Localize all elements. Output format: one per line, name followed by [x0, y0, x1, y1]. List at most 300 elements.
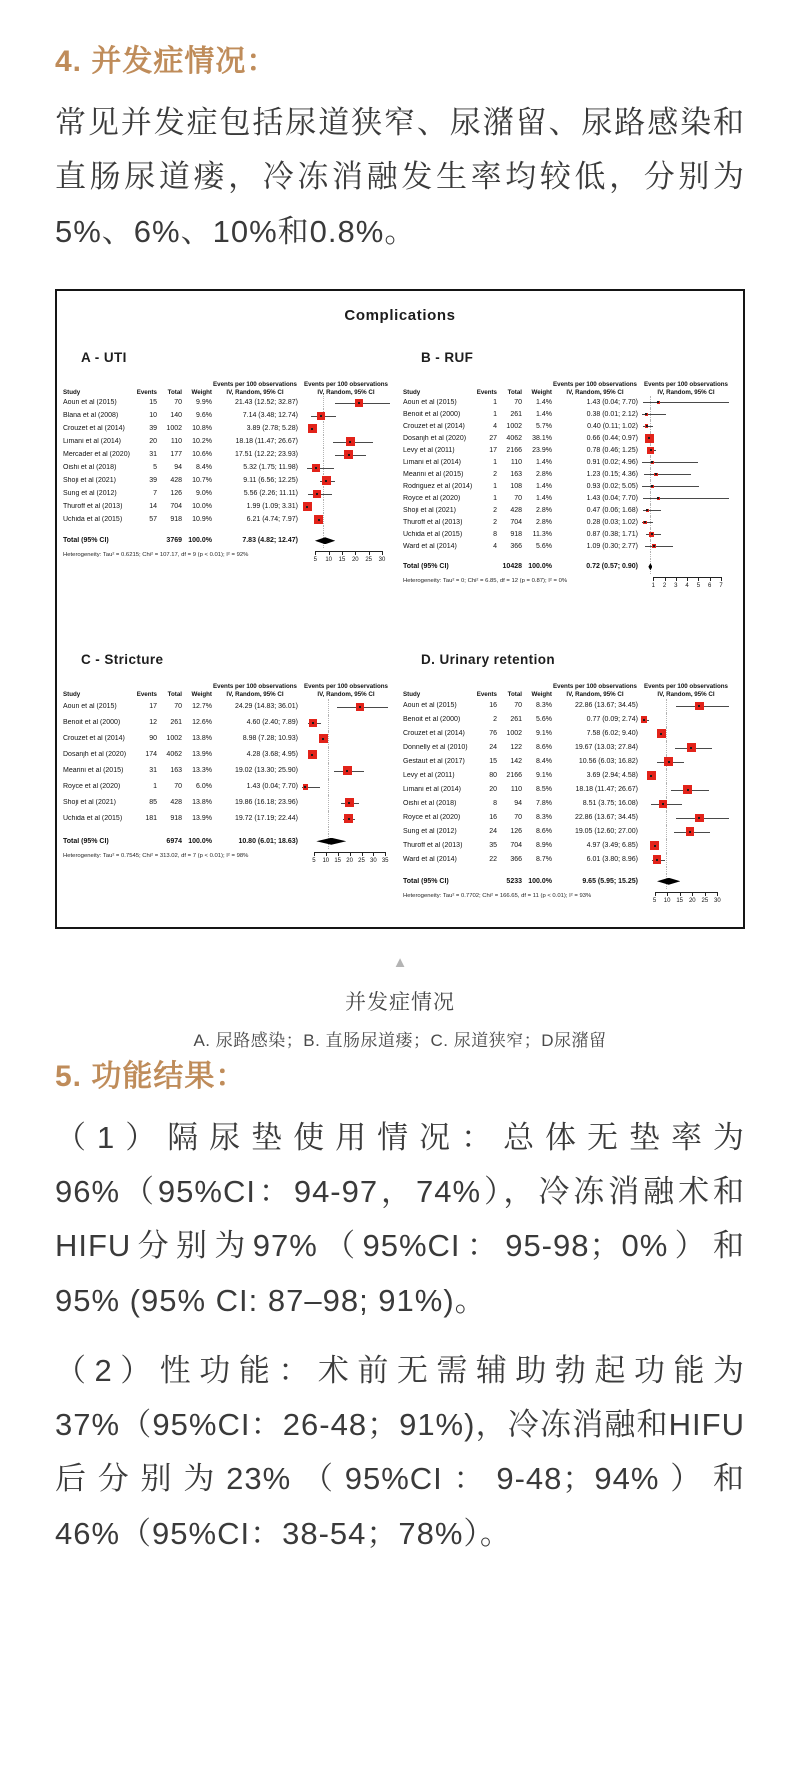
weight-value: 2.8% — [536, 506, 552, 514]
section4-paragraph: 常见并发症包括尿道狭窄、尿潴留、尿路感染和直肠尿道瘘，冷冻消融发生率均较低，分别为5%、6%、10%和0.8%。 — [55, 105, 745, 249]
study-label: Aoun et al (2015) — [63, 703, 117, 711]
forest-panel-B — [403, 350, 737, 595]
weight-value: 8.4% — [536, 758, 552, 766]
events-value: 76 — [489, 730, 497, 738]
ci-text: 18.18 (11.47; 26.67) — [235, 438, 298, 446]
study-label: Limani et al (2014) — [63, 438, 121, 446]
events-value: 2 — [493, 506, 497, 514]
study-label: Rodriguez et al (2014) — [403, 482, 473, 490]
events-value: 16 — [489, 702, 497, 710]
total-value: 4062 — [166, 751, 182, 759]
forest-row — [63, 474, 393, 487]
ci-text: 0.38 (0.01; 2.12) — [586, 410, 638, 418]
total-value: 1002 — [506, 422, 522, 430]
effect-estimate-marker — [346, 437, 355, 446]
weight-value: 1.4% — [536, 458, 552, 466]
effect-estimate-marker — [317, 412, 325, 420]
pooled-estimate-guide-line — [323, 526, 324, 533]
pooled-estimate-guide-line — [328, 795, 329, 811]
figure-caption-legend: A. 尿路感染；B. 直肠尿道瘘；C. 尿道狭窄；D尿潴留 — [193, 1030, 607, 1050]
events-value: 35 — [489, 842, 497, 850]
weight-value: 9.1% — [536, 730, 552, 738]
axis-tick-label: 25 — [701, 897, 709, 904]
forest-row — [403, 480, 737, 492]
events-value: 22 — [489, 856, 497, 864]
study-label: Thuroff et al (2013) — [403, 842, 463, 850]
forest-row — [63, 699, 393, 715]
pooled-estimate-guide-line — [666, 825, 667, 839]
study-label: Sung et al (2012) — [403, 828, 457, 836]
events-value: 20 — [489, 786, 497, 794]
study-label: Limani et al (2014) — [403, 786, 461, 794]
axis-tick-label: 25 — [365, 557, 373, 564]
effect-estimate-marker — [344, 450, 353, 459]
confidence-interval-line — [644, 474, 692, 475]
study-label: Aoun et al (2015) — [63, 399, 117, 407]
forest-row — [403, 396, 737, 408]
weight-value: 8.7% — [536, 856, 552, 864]
ci-text: 1.43 (0.04; 7.70) — [246, 783, 298, 791]
pooled-estimate-diamond — [316, 838, 346, 845]
total-ci-text: 7.83 (4.82; 12.47) — [242, 537, 298, 545]
study-label: Benoit et al (2000) — [63, 719, 121, 727]
ci-text: 22.86 (13.67; 34.45) — [574, 814, 638, 822]
effect-estimate-marker — [647, 771, 656, 780]
events-value: 12 — [149, 719, 157, 727]
observations-column-header: Events per 100 observations — [304, 380, 388, 388]
pooled-estimate-guide-line — [666, 769, 667, 783]
weight-value: 10.6% — [192, 451, 212, 459]
total-value: 142 — [510, 758, 522, 766]
weight-value: 13.8% — [192, 735, 212, 743]
forest-row — [63, 487, 393, 500]
ci-text: 19.72 (17.19; 22.44) — [234, 815, 298, 823]
forest-row — [403, 420, 737, 432]
total-n: 10428 — [502, 563, 522, 571]
study-label: Levy et al (2011) — [403, 446, 455, 454]
weight-value: 8.5% — [536, 786, 552, 794]
ci-text: 1.09 (0.30; 2.77) — [586, 542, 638, 550]
ci-text: 0.93 (0.02; 5.05) — [586, 482, 638, 490]
ci-text: 1.43 (0.04; 7.70) — [586, 494, 638, 502]
plot-axis — [642, 889, 730, 909]
effect-estimate-marker — [650, 841, 659, 850]
events-column-header: Events — [136, 691, 157, 698]
total-value: 261 — [510, 410, 522, 418]
total-value: 918 — [170, 815, 182, 823]
effect-estimate-marker — [319, 734, 328, 743]
ci-text: 24.29 (14.83; 36.01) — [234, 703, 298, 711]
effect-estimate-marker — [683, 785, 692, 794]
model-column-header: IV, Random, 95% CI — [657, 691, 715, 698]
effect-estimate-marker — [664, 757, 673, 766]
ci-text: 5.56 (2.26; 11.11) — [243, 490, 298, 498]
effect-estimate-marker — [645, 434, 654, 443]
model-column-header: IV, Random, 95% CI — [657, 388, 715, 396]
total-value: 163 — [170, 767, 182, 775]
total-value: 704 — [170, 503, 182, 511]
forest-row — [403, 492, 737, 504]
pooled-estimate-guide-line — [666, 839, 667, 853]
axis-tick-label: 20 — [346, 857, 353, 864]
effect-estimate-marker — [355, 399, 363, 407]
total-value: 2166 — [506, 772, 522, 780]
total-n: 3769 — [166, 537, 182, 545]
events-value: 5 — [153, 464, 157, 472]
events-column-header: Events — [476, 691, 497, 698]
weight-value: 23.9% — [532, 446, 552, 454]
total-label: Total (95% CI) — [403, 877, 449, 885]
events-value: 15 — [489, 758, 497, 766]
effect-estimate-marker — [344, 814, 353, 823]
pooled-estimate-guide-line — [328, 699, 329, 715]
ci-text: 19.05 (12.60; 27.00) — [574, 828, 638, 836]
ci-text: 17.51 (12.22; 23.93) — [234, 451, 298, 459]
total-value: 704 — [510, 518, 522, 526]
ci-text: 21.43 (12.52; 32.87) — [234, 399, 298, 407]
study-label: Crouzet et al (2014) — [403, 730, 465, 738]
weight-value: 1.4% — [536, 398, 552, 406]
total-value: 4062 — [506, 434, 522, 442]
total-label: Total (95% CI) — [63, 537, 109, 545]
effect-estimate-marker — [657, 729, 666, 738]
forest-row — [63, 811, 393, 827]
ci-text: 0.91 (0.02; 4.96) — [586, 458, 638, 466]
forest-row — [63, 763, 393, 779]
effect-estimate-marker — [309, 719, 317, 727]
total-value: 140 — [170, 412, 182, 420]
effect-estimate-marker — [308, 424, 317, 433]
figure-title: Complications — [344, 306, 456, 324]
study-label: Sung et al (2012) — [63, 490, 117, 498]
pooled-estimate-guide-line — [328, 811, 329, 827]
heterogeneity-text: Heterogeneity: Tau² = 0.7545; Chi² = 313.02, df = 7 (p < 0.01); I² = 98% — [63, 852, 249, 859]
weight-column-header: Weight — [531, 691, 552, 698]
total-value: 110 — [510, 786, 522, 794]
total-ci-text: 0.72 (0.57; 0.90) — [586, 563, 638, 571]
observations-column-header: Events per 100 observations — [553, 380, 637, 388]
effect-estimate-marker — [322, 476, 331, 485]
total-value: 110 — [510, 458, 522, 466]
effect-estimate-marker — [695, 702, 704, 711]
model-column-header: IV, Random, 95% CI — [317, 691, 375, 698]
effect-estimate-marker — [314, 515, 323, 524]
ci-text: 0.78 (0.46; 1.25) — [586, 446, 638, 454]
effect-estimate-marker — [312, 464, 320, 472]
pooled-estimate-guide-line — [666, 811, 667, 825]
events-value: 57 — [149, 516, 157, 524]
pooled-estimate-guide-line — [666, 713, 667, 727]
weight-value: 1.4% — [536, 494, 552, 502]
forest-panel-D — [403, 652, 737, 909]
forest-row — [63, 779, 393, 795]
weight-value: 2.8% — [536, 518, 552, 526]
ci-text: 22.86 (13.67; 34.45) — [574, 702, 638, 710]
weight-value: 9.6% — [196, 412, 212, 420]
forest-row — [403, 468, 737, 480]
complications-figure — [55, 289, 745, 1051]
pooled-estimate-guide-line — [328, 827, 329, 834]
axis-tick-label: 5 — [652, 897, 657, 904]
total-value: 94 — [514, 800, 522, 808]
pooled-estimate-guide-line — [323, 500, 324, 513]
axis-tick-label: 10 — [663, 897, 671, 904]
study-label: Royce et al (2020) — [403, 494, 461, 502]
axis-tick-label: 2 — [662, 583, 667, 590]
forest-row — [403, 727, 737, 741]
study-label: Royce et al (2020) — [403, 814, 461, 822]
study-label: Shoji et al (2021) — [403, 506, 456, 514]
weight-value: 9.9% — [196, 399, 212, 407]
study-column-header: Study — [403, 691, 421, 698]
section5-paragraph-1: （1）隔尿垫使用情况：总体无垫率为96%（95%CI：94-97，74%），冷冻消融术和HIFU分别为97%（95%CI：95-98；0%）和95% (95% CI: 87–98; 91%)。 — [55, 1119, 745, 1318]
study-label: Gestaut et al (2017) — [403, 758, 465, 766]
study-label: Dosanjh et al (2020) — [63, 751, 127, 759]
study-label: Mearini et al (2015) — [63, 767, 124, 775]
forest-row — [403, 769, 737, 783]
heterogeneity-text: Heterogeneity: Tau² = 0.7702; Chi² = 166.65, df = 11 (p < 0.01); I² = 93% — [403, 892, 592, 899]
observations-column-header: Events per 100 observations — [644, 683, 728, 691]
ci-text: 10.56 (6.03; 16.82) — [578, 758, 638, 766]
total-value: 428 — [170, 477, 182, 485]
weight-value: 8.3% — [536, 702, 552, 710]
forest-plot-image[interactable] — [55, 289, 745, 929]
ci-text: 1.23 (0.15; 4.36) — [586, 470, 638, 478]
pooled-estimate-guide-line — [666, 699, 667, 713]
events-value: 1 — [493, 482, 497, 490]
total-weight: 100.0% — [188, 537, 212, 545]
study-label: Crouzet et al (2014) — [403, 422, 465, 430]
total-value: 70 — [514, 702, 522, 710]
forest-row — [403, 783, 737, 797]
pooled-estimate-guide-line — [323, 435, 324, 448]
pooled-estimate-guide-line — [328, 763, 329, 779]
total-n: 6974 — [166, 837, 182, 845]
forest-row — [63, 448, 393, 461]
total-value: 918 — [170, 516, 182, 524]
pooled-estimate-guide-line — [328, 715, 329, 731]
weight-value: 2.8% — [536, 470, 552, 478]
total-value: 1002 — [166, 425, 182, 433]
axis-tick-label: 20 — [688, 897, 696, 904]
ci-text: 1.99 (1.09; 3.31) — [246, 503, 298, 511]
forest-panel-A — [63, 350, 393, 595]
total-value: 261 — [170, 719, 182, 727]
total-weight: 100.0% — [528, 877, 552, 885]
weight-value: 38.1% — [532, 434, 552, 442]
weight-value: 8.6% — [536, 828, 552, 836]
figure-caption: 并发症情况 — [345, 990, 455, 1014]
weight-value: 9.0% — [196, 490, 212, 498]
pooled-estimate-guide-line — [650, 552, 651, 559]
forest-total-row — [403, 559, 737, 574]
study-label: Mearini et al (2015) — [403, 470, 464, 478]
axis-tick-label: 15 — [338, 557, 346, 564]
events-value: 85 — [149, 799, 157, 807]
effect-estimate-marker — [345, 798, 354, 807]
total-value: 70 — [174, 399, 182, 407]
study-label: Uchida et al (2015) — [63, 516, 123, 524]
weight-value: 13.9% — [192, 751, 212, 759]
effect-estimate-marker — [303, 784, 309, 790]
axis-tick-label: 5 — [312, 857, 316, 864]
forest-row — [403, 811, 737, 825]
total-value: 1002 — [166, 735, 182, 743]
ci-text: 4.28 (3.68; 4.95) — [246, 751, 298, 759]
weight-value: 10.8% — [192, 425, 212, 433]
total-weight: 100.0% — [188, 837, 212, 845]
study-label: Blana et al (2008) — [63, 412, 119, 420]
forest-panels — [63, 350, 737, 909]
events-value: 15 — [149, 399, 157, 407]
study-label: Ward et al (2014) — [403, 542, 457, 550]
total-value: 366 — [510, 856, 522, 864]
events-value: 10 — [149, 412, 157, 420]
forest-row — [403, 699, 737, 713]
events-value: 1 — [493, 458, 497, 466]
events-value: 2 — [493, 518, 497, 526]
model-column-header: IV, Random, 95% CI — [566, 388, 624, 396]
ci-text: 4.60 (2.40; 7.89) — [246, 719, 298, 727]
total-value: 366 — [510, 542, 522, 550]
forest-row — [403, 456, 737, 468]
events-value: 80 — [489, 772, 497, 780]
forest-row — [403, 528, 737, 540]
study-label: Donnelly et al (2010) — [403, 744, 468, 752]
study-label: Oishi et al (2018) — [403, 800, 457, 808]
pooled-estimate-guide-line — [323, 396, 324, 409]
effect-estimate-marker — [653, 855, 662, 864]
events-value: 1 — [493, 494, 497, 502]
effect-estimate-marker — [657, 401, 660, 404]
study-label: Uchida et al (2015) — [403, 530, 463, 538]
weight-value: 8.9% — [536, 842, 552, 850]
study-column-header: Study — [63, 691, 81, 698]
forest-total-row — [63, 834, 393, 849]
heterogeneity-text: Heterogeneity: Tau² = 0; Chi² = 6.85, df = 12 (p = 0.87); I² = 0% — [403, 578, 568, 585]
plot-axis — [302, 849, 390, 869]
total-value: 1002 — [506, 730, 522, 738]
ci-text: 4.97 (3.49; 6.85) — [586, 842, 638, 850]
heterogeneity-text: Heterogeneity: Tau² = 0.6215; Chi² = 107.17, df = 9 (p < 0.01); I² = 92% — [63, 552, 249, 559]
effect-estimate-marker — [646, 509, 649, 512]
total-value: 110 — [170, 438, 182, 446]
total-value: 70 — [174, 783, 182, 791]
weight-value: 12.6% — [192, 719, 212, 727]
axis-tick-label: 5 — [696, 583, 701, 590]
weight-value: 10.2% — [192, 438, 212, 446]
total-value: 428 — [170, 799, 182, 807]
axis-tick-label: 10 — [322, 857, 330, 864]
ci-text: 3.69 (2.94; 4.58) — [586, 772, 638, 780]
ci-text: 5.32 (1.75; 11.98) — [243, 464, 298, 472]
axis-tick-label: 1 — [651, 583, 655, 590]
weight-value: 6.0% — [196, 783, 212, 791]
events-column-header: Events — [136, 388, 157, 396]
study-label: Benoit et al (2000) — [403, 410, 461, 418]
weight-value: 5.7% — [536, 422, 552, 430]
axis-tick-label: 3 — [674, 583, 678, 590]
forest-row — [403, 797, 737, 811]
effect-estimate-marker — [651, 485, 654, 488]
total-value: 2166 — [506, 446, 522, 454]
study-label: Shoji et al (2021) — [63, 799, 116, 807]
study-label: Levy et al (2011) — [403, 772, 455, 780]
pooled-estimate-guide-line — [328, 747, 329, 763]
effect-estimate-marker — [695, 814, 704, 823]
study-column-header: Study — [403, 388, 421, 396]
effect-estimate-marker — [641, 716, 648, 723]
forest-row — [403, 444, 737, 456]
weight-value: 13.8% — [192, 799, 212, 807]
ci-text: 9.11 (6.56; 12.25) — [243, 477, 298, 485]
events-value: 2 — [493, 716, 497, 724]
pooled-estimate-guide-line — [666, 783, 667, 797]
weight-column-header: Weight — [191, 691, 212, 698]
ci-text: 6.21 (4.74; 7.97) — [246, 516, 298, 524]
total-value: 163 — [510, 470, 522, 478]
weight-value: 9.1% — [536, 772, 552, 780]
effect-estimate-marker — [687, 743, 696, 752]
total-value: 126 — [170, 490, 182, 498]
events-value: 181 — [145, 815, 157, 823]
pooled-estimate-diamond — [315, 537, 335, 544]
ci-text: 19.02 (13.30; 25.90) — [234, 767, 298, 775]
study-label: Aoun et al (2015) — [403, 398, 457, 406]
ci-text: 6.01 (3.80; 8.96) — [586, 856, 638, 864]
events-value: 2 — [493, 470, 497, 478]
effect-estimate-marker — [647, 447, 654, 454]
weight-value: 7.8% — [536, 800, 552, 808]
total-label: Total (95% CI) — [63, 837, 109, 845]
effect-estimate-marker — [343, 766, 352, 775]
effect-estimate-marker — [356, 703, 365, 712]
panel-title: B - RUF — [421, 349, 474, 365]
pooled-estimate-guide-line — [323, 448, 324, 461]
ci-text: 0.66 (0.44; 0.97) — [586, 434, 638, 442]
effect-estimate-marker — [652, 544, 656, 548]
events-value: 4 — [493, 542, 497, 550]
ci-text: 19.86 (16.18; 23.96) — [234, 799, 298, 807]
pooled-estimate-guide-line — [323, 422, 324, 435]
total-value: 94 — [174, 464, 182, 472]
axis-tick-label: 15 — [676, 897, 684, 904]
total-value: 70 — [174, 703, 182, 711]
pooled-estimate-guide-line — [666, 867, 667, 874]
study-label: Thuroff et al (2013) — [403, 518, 463, 526]
model-column-header: IV, Random, 95% CI — [317, 388, 375, 396]
events-value: 24 — [489, 828, 497, 836]
effect-estimate-marker — [654, 473, 657, 476]
forest-row — [63, 715, 393, 731]
events-value: 20 — [149, 438, 157, 446]
study-label: Shoji et al (2021) — [63, 477, 116, 485]
ci-text: 3.89 (2.78; 5.28) — [246, 425, 298, 433]
forest-row — [63, 500, 393, 513]
forest-row — [403, 408, 737, 420]
total-weight: 100.0% — [528, 563, 552, 571]
confidence-interval-line — [645, 546, 673, 547]
weight-value: 5.6% — [536, 542, 552, 550]
forest-row — [63, 435, 393, 448]
forest-total-row — [63, 533, 393, 548]
pooled-estimate-guide-line — [666, 853, 667, 867]
effect-estimate-marker — [686, 827, 695, 836]
section4-heading: 4. 并发症情况： — [55, 45, 278, 78]
study-label: Aoun et al (2015) — [403, 702, 457, 710]
forest-row — [63, 396, 393, 409]
pooled-estimate-guide-line — [666, 741, 667, 755]
